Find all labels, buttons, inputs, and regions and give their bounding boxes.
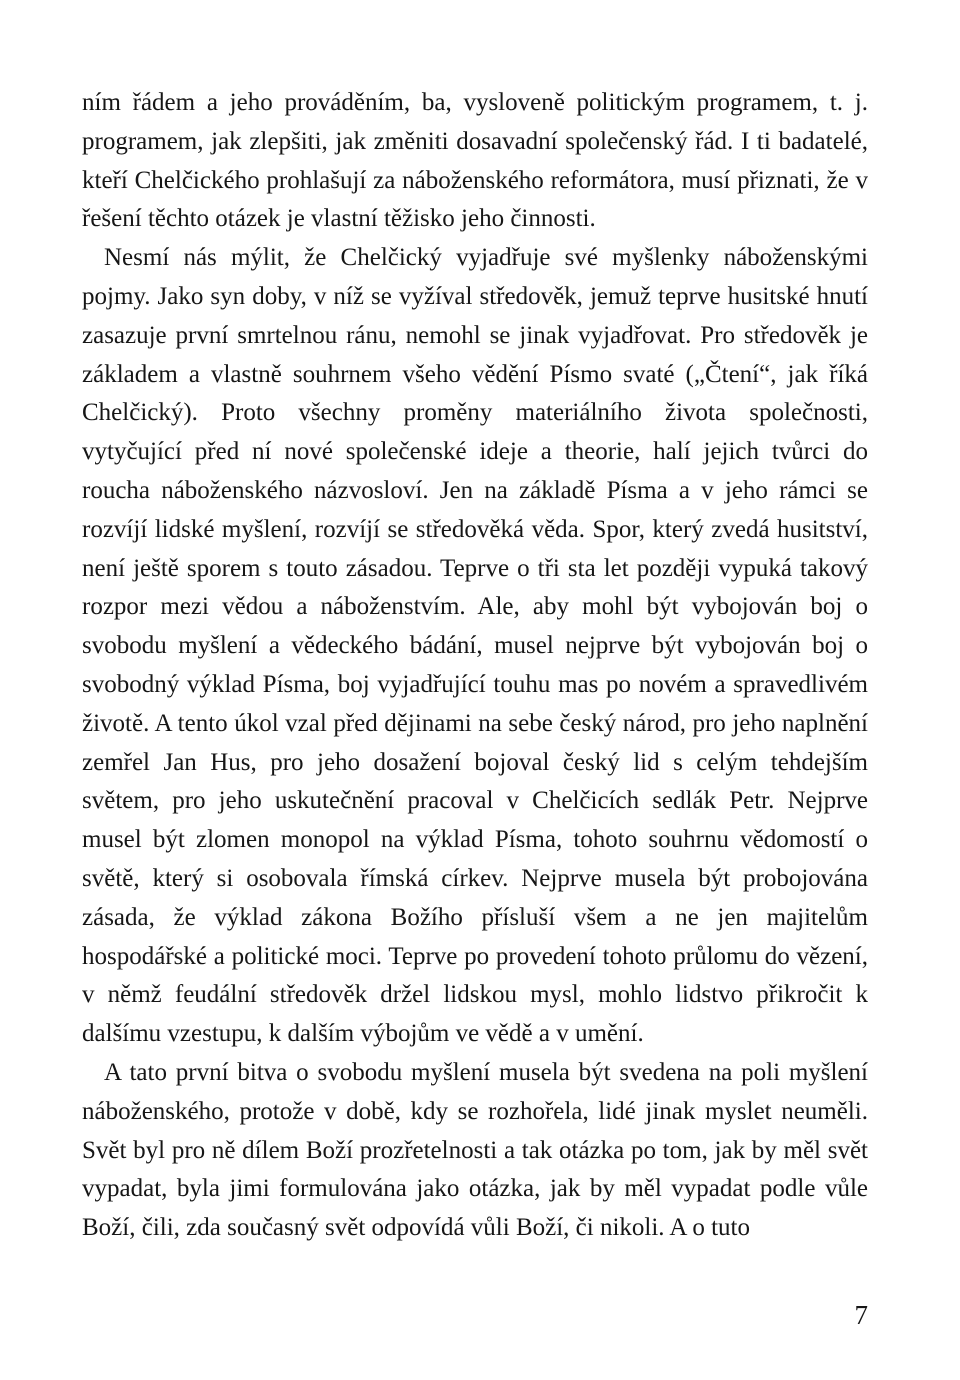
paragraph-2: Nesmí nás mýlit, že Chelčický vyjadřuje své myšlenky náboženskými pojmy. Jako syn doby, v níž se vyžíval středověk, jemuž teprve husitské hnutí zasazuje první smrtelnou ránu, nemohl se jinak vyjadřovat. Pro středověk je základem a vlastně souhrnem všeho vědění Písmo svaté („Čtení“, jak říká Chelčický). Proto všechny proměny materiálního života společnosti, vytyčující před ní nové společenské ideje a theorie, halí jejich tvůrci do roucha náboženského názvosloví. Jen na základě Písma a v jeho rámci se rozvíjí lidské myšlení, rozvíjí se středověká věda. Spor, který zvedá husitství, není ještě sporem s touto zásadou. Teprve o tři sta let později vypuká takový rozpor mezi vědou a náboženstvím. Ale, aby mohl být vybojován boj o svobodu myšlení a vědeckého bádání, musel nejprve být vybojován boj o svobodný výklad Písma, boj vyjadřující touhu mas po novém a spravedlivém životě. A tento úkol vzal před dějinami na sebe český národ, pro jeho naplnění zemřel Jan Hus, pro jeho dosažení bojoval český lid s celým tehdejším světem, pro jeho uskutečnění pracoval v Chelčicích sedlák Petr. Nejprve musel být zlomen monopol na výklad Písma, tohoto souhrnu vědomostí o světě, který si osobovala římská církev. Nejprve musela být probojována zásada, že výklad zákona Božího přísluší všem a ne jen majitelům hospodářské a politické moci. Teprve po provedení tohoto průlomu do vězení, v němž feudální středověk držel lidskou mysl, mohlo lidstvo přikročit k dalšímu vzestupu, k dalším výbojům ve vědě a v umění.: [82, 244, 868, 1048]
page-body: [82, 84, 868, 1248]
page-number: 7: [854, 1300, 868, 1330]
paragraph-1: ním řádem a jeho prováděním, ba, vysloveně politickým programem, t. j. programem, jak zlepšiti, jak změniti dosavadní společenský řád. I ti badatelé, kteří Chelčického prohlašují za náboženského reformátora, musí přiznati, že v řešení těchto otázek je vlastní těžisko jeho činnosti.: [82, 89, 868, 233]
paragraph-3: A tato první bitva o svobodu myšlení musela být svedena na poli myšlení náboženského, protože v době, kdy se rozhořela, lidé jinak myslet neuměli. Svět byl pro ně dílem Boží prozřetelnosti a tak otázka po tom, jak by měl svět vypadat, byla jimi formulována jako otázka, jak by měl vypadat podle vůle Boží, čili, zda současný svět odpovídá vůli Boží, či nikoli. A o tuto: [82, 1058, 868, 1242]
